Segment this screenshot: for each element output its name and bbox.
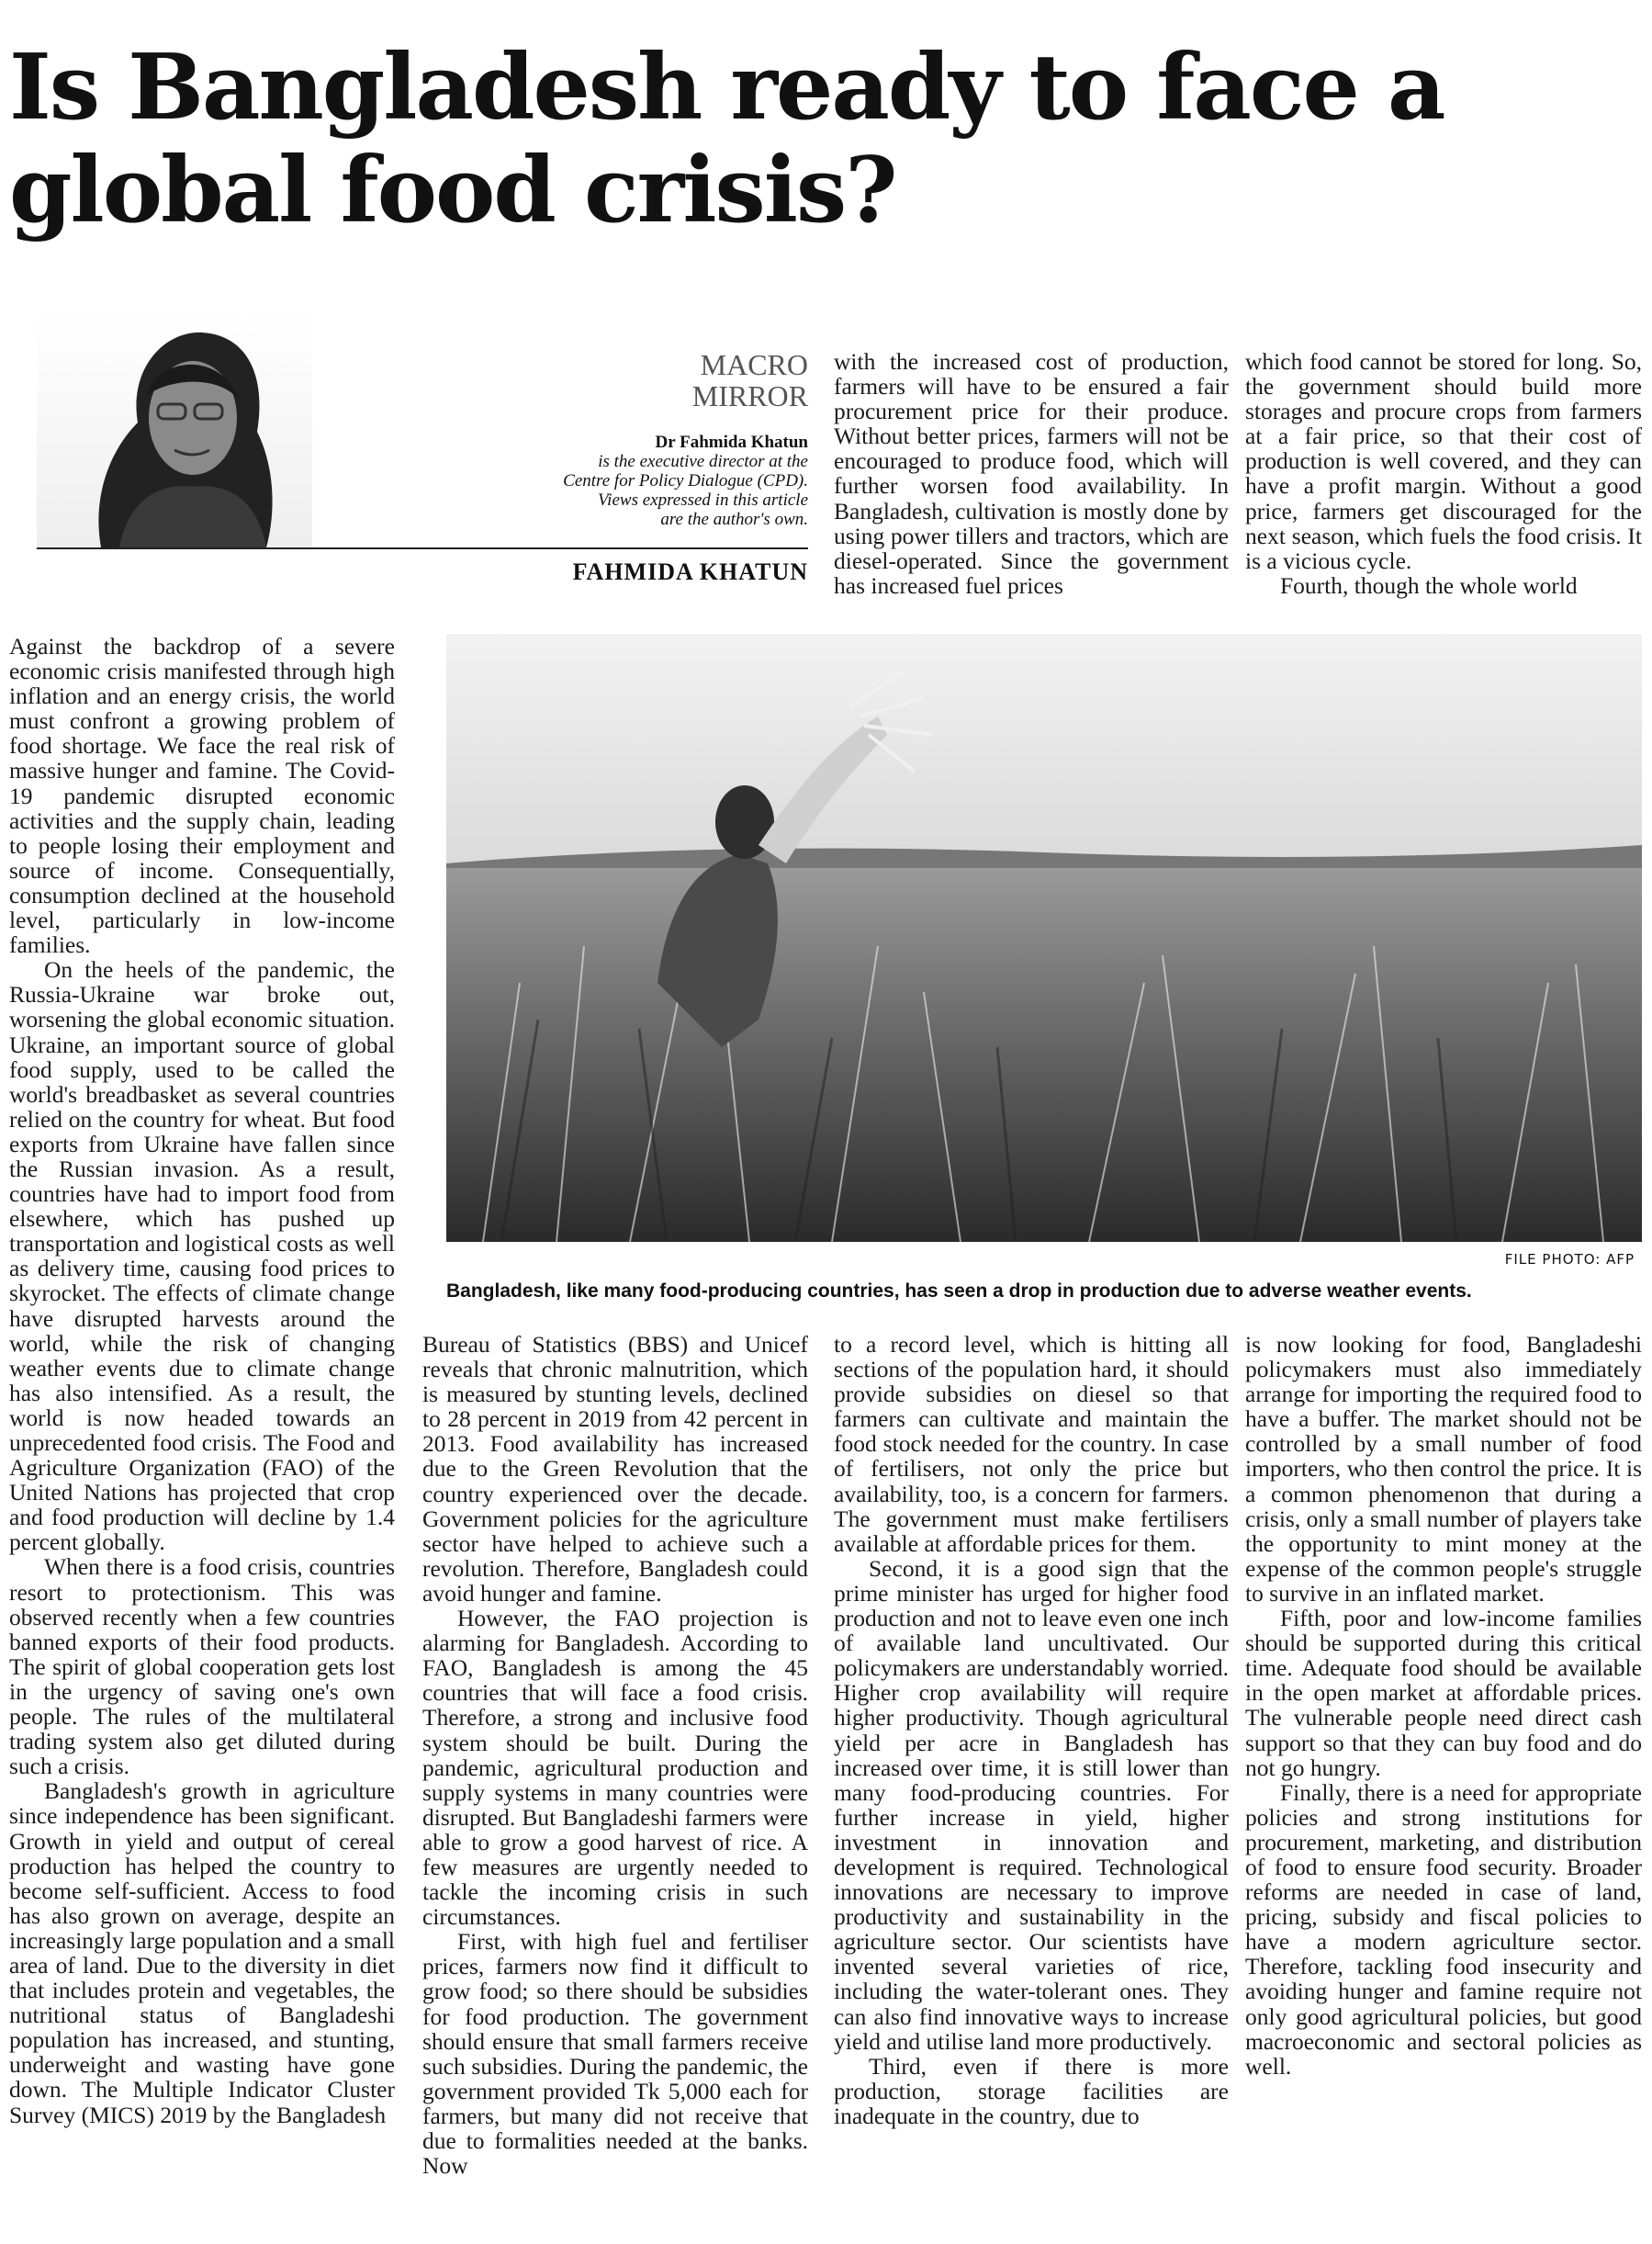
article-column-3-bottom — [834, 1332, 1229, 2128]
paragraph: with the increased cost of production, farmers will have to be ensured a fair procurement price for their produce. Without better prices, farmers will not be encouraged to produce food, which will further worsen food availability. In Bangladesh, cultivation is mostly done by using power tillers and tractors, which are diesel-operated. Since the government has increased fuel prices — [834, 348, 1229, 599]
paragraph: Third, even if there is more production, storage facilities are inadequate in the country, due to — [834, 2052, 1229, 2129]
photo-credit: FILE PHOTO: AFP — [1504, 1251, 1635, 1268]
paragraph: When there is a food crisis, countries resort to protectionism. This was observed recently when a few countries banned exports of their food products. The spirit of global cooperation gets lost in the urgency of saving one's own people. The rules of the multilateral trading system also get diluted during such a crisis. — [9, 1553, 395, 1780]
paragraph: First, with high fuel and fertiliser prices, farmers now find it difficult to grow food; so there should be subsidies for food production. The government should ensure that small farmers receive such subsidies. During the pandemic, the government provided Tk 5,000 each for farmers, but many did not receive that due to formalities needed at the banks. Now — [422, 1928, 808, 2180]
article-column-1 — [9, 634, 395, 2127]
paragraph: Finally, there is a need for appropriate policies and strong institutions for procurement, marketing, and distribution of food to ensure food security. Broader reforms are needed in case of land, pricing, subsidy and fiscal policies to have a modern agriculture sector. Therefore, tackling food insecurity and avoiding hunger and famine require not only good agricultural policies, but good macroeconomic and sectoral policies as well. — [1245, 1778, 1642, 2080]
paragraph: However, the FAO projection is alarming for Bangladesh. According to FAO, Bangladesh is among the 45 countries that will face a food crisis. Therefore, a strong and inclusive food system should be built. During the pandemic, agricultural production and supply systems in many countries were disrupted. But Bangladeshi farmers were able to grow a good harvest of rice. A few measures are urgently needed to tackle the incoming crisis in such circumstances. — [422, 1605, 808, 1931]
column-info — [514, 349, 808, 529]
column-name: MACRO — [700, 348, 808, 381]
paragraph: Fifth, poor and low-income families should be supported during this critical time. Adequate food should be available in the open market at affordable prices. The vulnerable people need direct cash support so that they can buy food and do not go hungry. — [1245, 1605, 1642, 1781]
paragraph: Against the backdrop of a severe economic crisis manifested through high inflation and an energy crisis, the world must confront a growing problem of food shortage. We face the real risk of massive hunger and famine. The Covid-19 pandemic disrupted economic activities and the supply chain, leading to people losing their employment and source of income. Consequentially, consumption declined at the household level, particularly in low-income families. — [9, 633, 395, 959]
paragraph: to a record level, which is hitting all sections of the population hard, it should provide subsidies on diesel so that farmers can cultivate and maintain the food stock needed for the country. In case of fertilisers, not only the price but availability, too, is a concern for farmers. The government must make fertilisers available at affordable prices for them. — [834, 1331, 1229, 1557]
author-bio-line: Views expressed in this article — [597, 491, 808, 510]
article-column-4-bottom — [1245, 1332, 1642, 2079]
article-column-2 — [422, 1332, 808, 2178]
article-column-4-top — [1245, 349, 1642, 598]
paragraph: On the heels of the pandemic, the Russia-Ukraine war broke out, worsening the global economic situation. Ukraine, an important source of global food supply, used to be called the world's breadbasket as several countries relied on the country for wheat. But food exports from Ukraine have fallen since the Russian invasion. As a result, countries have had to import food from elsewhere, which has pushed up transportation and logistical costs as well as delivery time, causing food prices to skyrocket. The effects of climate change have disrupted harvests around the world, while the risk of changing weather events due to climate change has also intensified. As a result, the world is now headed towards an unprecedented food crisis. The Food and Agriculture Organization (FAO) of the United Nations has projected that crop and food production will decline by 1.4 percent globally. — [9, 956, 395, 1556]
paragraph: is now looking for food, Bangladeshi policymakers must also immediately arrange for importing the required food to have a buffer. The market should not be controlled by a small number of food importers, who then control the price. It is a common phenomenon that during a crisis, only a small number of players take the opportunity to mint money at the expense of the common people's struggle to survive in an inflated market. — [1245, 1331, 1642, 1607]
author-portrait — [37, 312, 312, 547]
paragraph: which food cannot be stored for long. So, the government should build more storages and procure crops from farmers at a fair price, so that their cost of production is well covered, and they can have a profit margin. Without a good price, farmers get discouraged for the next season, which fuels the food crisis. It is a vicious cycle. — [1245, 348, 1642, 574]
headline: Is Bangladesh ready to face a global food crisis? — [9, 35, 1444, 243]
author-bio-line: is the executive director at the — [598, 452, 808, 471]
article-photo — [446, 634, 1642, 1242]
byline-divider — [37, 547, 808, 549]
author-byline: FAHMIDA KHATUN — [572, 558, 808, 585]
paragraph: Fourth, though the whole world — [1280, 571, 1578, 599]
author-bio-line: are the author's own. — [660, 510, 808, 529]
column-name: MIRROR — [691, 379, 808, 412]
author-name: Dr Fahmida Khatun — [655, 433, 808, 452]
paragraph: Bureau of Statistics (BBS) and Unicef reveals that chronic malnutrition, which is measured by stunting levels, declined to 28 percent in 2019 from 42 percent in 2013. Food availability has increased due to the Green Revolution that the country experienced over the decade. Government policies for the agriculture sector have helped to achieve such a revolution. Therefore, Bangladesh could avoid hunger and famine. — [422, 1331, 808, 1607]
author-bio-line: Centre for Policy Dialogue (CPD). — [563, 471, 808, 491]
paragraph: Second, it is a good sign that the prime minister has urged for higher food production and not to leave even one inch of available land uncultivated. Our policymakers are understandably worried. Higher crop availability will require higher productivity. Though agricultural yield per acre in Bangladesh has increased over time, it is still lower than many food-producing countries. For further increase in yield, higher investment in innovation and development is required. Technological innovations are necessary to improve productivity and sustainability in the agriculture sector. Our scientists have invented several varieties of rice, including the water-tolerant ones. They can also find innovative ways to increase yield and utilise land more productively. — [834, 1554, 1229, 2055]
article-column-3-top — [834, 349, 1229, 598]
photo-caption: Bangladesh, like many food-producing countries, has seen a drop in production due to adverse weather events. — [446, 1280, 1472, 1302]
paragraph: Bangladesh's growth in agriculture since independence has been significant. Growth in yield and output of cereal production has helped the country to become self-sufficient. Access to food has also grown on average, despite an increasingly large population and a small area of land. Due to the diversity in diet that includes protein and vegetables, the nutritional status of Bangladeshi population has increased, and stunting, underweight and wasting have gone down. The Multiple Indicator Cluster Survey (MICS) 2019 by the Bangladesh — [9, 1777, 395, 2128]
